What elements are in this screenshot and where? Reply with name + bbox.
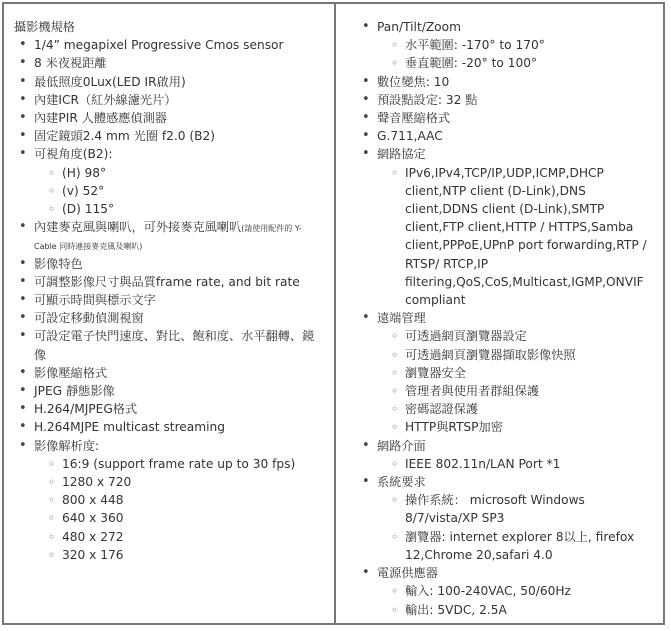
- list-item-text: 影像特色: [34, 256, 83, 271]
- sub-list: [377, 582, 655, 618]
- list-item-text: 電源供應器: [377, 566, 438, 581]
- list-item-text: 系統要求: [377, 475, 426, 490]
- sub-list-item: ◦ 瀏覽器: internet explorer 8以上, firefox 12,Chrome 20,safari 4.0: [377, 528, 655, 564]
- list-item: [14, 36, 324, 54]
- list-item: [14, 73, 324, 91]
- sub-list-item: ◦ HTTP與RTSP加密: [377, 418, 655, 436]
- list-item: [14, 327, 324, 363]
- sub-list-item: ◦ IPv6,IPv4,TCP/IP,UDP,ICMP,DHCP client,NTP client (D-Link),DNS client,DDNS client (D-Link),SMTP client,FTP client,HTTP / HTTPS,Samba client,PPPoE,UPnP port forwarding,RTP / RTSP/ RTCP,IP filtering,QoS,CoS,Multicast,IGMP,ONVIF compliant: [377, 164, 655, 310]
- list-item-text: 聲音壓縮格式: [377, 111, 451, 126]
- list-item-text: 固定鏡頭2.4 mm 光圈 f2.0 (B2): [34, 129, 216, 144]
- list-item: [14, 309, 324, 327]
- sub-list-item: ◦ 1280 x 720: [34, 473, 324, 491]
- list-item: [14, 273, 324, 291]
- list-item-text: 最低照度0Lux(LED IR啟用): [34, 74, 186, 89]
- list-item: [14, 109, 324, 127]
- sub-list-item: ◦ 瀏覽器安全: [377, 364, 655, 382]
- right-column: [336, 4, 663, 623]
- section-heading: 攝影機規格: [14, 20, 75, 34]
- sub-list-item: ◦ (D) 115°: [34, 200, 324, 218]
- sub-list-item: ◦ 操作系統： microsoft Windows 8/7/vista/XP SP3: [377, 491, 655, 527]
- list-item: [14, 54, 324, 72]
- sub-list: [377, 491, 655, 564]
- sub-list: [34, 164, 324, 219]
- right-list: [357, 18, 655, 619]
- list-item-text: 可設定電子快門速度、對比、飽和度、水平翻轉、鏡像: [34, 329, 315, 362]
- list-item-text: 影像壓縮格式: [34, 365, 108, 380]
- sub-list: [377, 164, 655, 310]
- list-item: [14, 218, 324, 254]
- sub-list-item: ◦ (v) 52°: [34, 182, 324, 200]
- list-item-text: H.264/MJPEG格式: [34, 402, 138, 417]
- list-item: [357, 127, 655, 145]
- list-item-text: 可視角度(B2):: [34, 147, 113, 162]
- sub-list-item: ◦ 可透過網頁瀏覽器設定: [377, 327, 655, 345]
- list-item: [357, 564, 655, 619]
- list-item-note: (請使用配件的 Y-Cable 同時連接麥克風及喇叭): [34, 224, 302, 252]
- list-item-text: 網路協定: [377, 147, 426, 162]
- list-item: [14, 145, 324, 218]
- sub-list: [34, 455, 324, 564]
- sub-list-item: ◦ 水平範圍: -170° to 170°: [377, 36, 655, 54]
- sub-list-item: ◦ (H) 98°: [34, 164, 324, 182]
- list-item-text: 數位變焦: 10: [377, 74, 450, 89]
- list-item: [14, 400, 324, 418]
- list-item: [14, 291, 324, 309]
- list-item: [357, 473, 655, 564]
- sub-list-item: ◦ 輸出: 5VDC, 2.5A: [377, 601, 655, 619]
- sub-list-item: ◦ 垂直範圍: -20° to 100°: [377, 54, 655, 72]
- sub-list-item: ◦ 16:9 (support frame rate up to 30 fps): [34, 455, 324, 473]
- list-item-text: 預設點設定: 32 點: [377, 92, 478, 107]
- list-item-text: 內建ICR（紅外線濾光片）: [34, 92, 177, 107]
- sub-list-item: ◦ 480 x 272: [34, 528, 324, 546]
- list-item: [357, 109, 655, 127]
- sub-list-item: ◦ 密碼認證保護: [377, 400, 655, 418]
- list-item: [14, 91, 324, 109]
- list-item: [357, 309, 655, 436]
- list-item-text: JPEG 靜態影像: [34, 384, 115, 399]
- list-item-text: 內建PIR 人體感應偵測器: [34, 111, 167, 126]
- list-item: [14, 127, 324, 145]
- sub-list: [377, 327, 655, 436]
- sub-list: [377, 455, 655, 473]
- sub-list-item: ◦ 管理者與使用者群組保護: [377, 382, 655, 400]
- list-item-text: 可設定移動偵測視窗: [34, 311, 144, 326]
- list-item-text: Pan/Tilt/Zoom: [377, 20, 461, 34]
- list-item: [357, 91, 655, 109]
- sub-list-item: ◦ 640 x 360: [34, 509, 324, 527]
- list-item-text: 8 米夜視距離: [34, 56, 107, 71]
- sub-list: [377, 36, 655, 72]
- list-item: [357, 73, 655, 91]
- list-item: [357, 437, 655, 473]
- list-item-text: H.264MJPE multicast streaming: [34, 420, 225, 435]
- sub-list-item: ◦ 可透過網頁瀏覽器擷取影像快照: [377, 346, 655, 364]
- sub-list-item: ◦ 800 x 448: [34, 491, 324, 509]
- list-item: [14, 382, 324, 400]
- list-item: [14, 418, 324, 436]
- list-item: [14, 255, 324, 273]
- list-item-text: 影像解析度:: [34, 438, 100, 453]
- spec-table: [2, 2, 665, 625]
- list-item-text: 可顯示時間與標示文字: [34, 293, 156, 308]
- left-list: [14, 36, 324, 564]
- list-item: [14, 437, 324, 564]
- list-item-text: 1/4” megapixel Progressive Cmos sensor: [34, 38, 284, 53]
- list-item: [14, 364, 324, 382]
- sub-list-item: ◦ 輸入: 100-240VAC, 50/60Hz: [377, 582, 655, 600]
- list-item-text: G.711,AAC: [377, 129, 443, 144]
- list-item: [357, 145, 655, 309]
- list-item-text: 可調整影像尺寸與品質frame rate, and bit rate: [34, 274, 300, 289]
- sub-list-item: ◦ 320 x 176: [34, 546, 324, 564]
- list-item: [357, 18, 655, 73]
- list-item-text: 內建麥克風與喇叭，可外接麥克風喇叭: [34, 220, 242, 235]
- sub-list-item: ◦ IEEE 802.11n/LAN Port *1: [377, 455, 655, 473]
- list-item-text: 遠端管理: [377, 311, 426, 326]
- left-column: [4, 4, 336, 623]
- list-item-text: 網路介面: [377, 438, 426, 453]
